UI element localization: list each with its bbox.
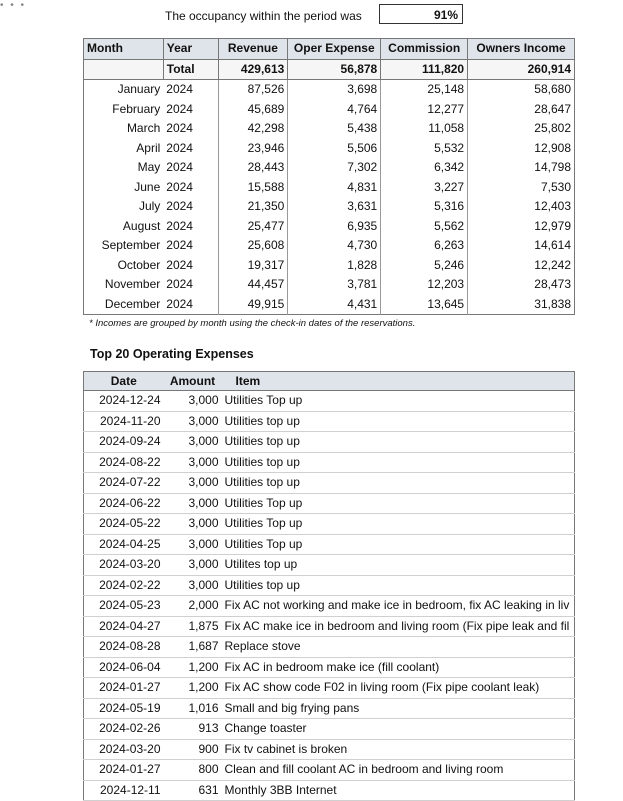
amount-cell: 3,000 (164, 473, 222, 494)
oper-expense-cell: 1,828 (288, 256, 381, 276)
header-year: Year (163, 39, 218, 60)
revenue-cell: 23,946 (218, 139, 288, 159)
month-cell: April (136, 140, 161, 155)
owners-income-cell: 12,403 (534, 199, 571, 213)
revenue-row (84, 158, 575, 178)
item-cell: Utilities top up (222, 575, 575, 596)
item-cell: Monthly 3BB Internet (222, 780, 575, 801)
owners-income-cell: 31,838 (534, 296, 571, 311)
item-cell: Utilites top up (222, 555, 575, 576)
expense-row (84, 575, 575, 596)
oper-expense-cell: 4,431 (288, 295, 381, 315)
year-cell: 2024 (163, 197, 218, 217)
month-cell: May (137, 160, 161, 174)
expenses-rows (84, 391, 575, 801)
item-cell: Utilities Top up (222, 391, 575, 412)
item-cell: Fix AC make ice in bedroom and living room (Fix pipe leak and fil (222, 616, 575, 637)
date-cell: 2024-08-28 (84, 637, 164, 658)
date-cell: 2024-05-19 (84, 698, 164, 719)
item-cell: Utilities top up (222, 473, 575, 494)
owners-income-cell: 28,473 (534, 277, 571, 291)
revenue-row (84, 256, 575, 276)
revenue-row (84, 295, 575, 315)
revenue-cell: 87,526 (218, 80, 288, 100)
commission-cell: 6,263 (381, 236, 468, 256)
date-cell: 2024-04-25 (84, 534, 164, 555)
owners-income-cell: 14,614 (534, 238, 571, 252)
oper-expense-cell: 3,631 (288, 197, 381, 217)
owners-income-cell: 12,908 (534, 140, 571, 155)
date-cell: 2024-04-27 (84, 616, 164, 637)
revenue-cell: 42,298 (218, 119, 288, 139)
revenue-header-row (84, 39, 575, 60)
footnote: * Incomes are grouped by month using the check-in dates of the reservations. (89, 318, 416, 329)
year-cell: 2024 (163, 236, 218, 256)
oper-expense-cell: 4,831 (288, 178, 381, 198)
owners-income-cell: 7,530 (540, 179, 571, 194)
expense-row (84, 719, 575, 740)
year-cell: 2024 (163, 178, 218, 198)
revenue-cell: 21,350 (218, 197, 288, 217)
expense-row (84, 411, 575, 432)
month-cell: February (112, 101, 161, 116)
total-row (84, 59, 575, 80)
item-cell: Fix tv cabinet is broken (222, 739, 575, 760)
expense-row (84, 616, 575, 637)
month-cell: August (122, 218, 161, 233)
expense-row (84, 452, 575, 473)
date-cell: 2024-05-22 (84, 514, 164, 535)
revenue-month-rows (84, 80, 575, 315)
item-cell: Utilities Top up (222, 493, 575, 514)
year-cell: 2024 (163, 119, 218, 139)
revenue-cell: 25,608 (218, 236, 288, 256)
date-cell: 2024-07-22 (84, 473, 164, 494)
owners-income-cell: 28,647 (534, 101, 571, 116)
revenue-row (84, 275, 575, 295)
month-cell: October (117, 257, 161, 272)
commission-cell: 5,562 (381, 217, 468, 237)
amount-cell: 3,000 (164, 534, 222, 555)
year-cell: 2024 (163, 256, 218, 276)
month-cell: July (138, 199, 161, 213)
item-cell: Fix AC in bedroom make ice (fill coolant) (222, 657, 575, 678)
oper-expense-cell: 5,438 (288, 119, 381, 139)
revenue-row (84, 217, 575, 237)
date-cell: 2024-06-22 (84, 493, 164, 514)
commission-cell: 13,645 (381, 295, 468, 315)
year-cell: 2024 (163, 80, 218, 100)
year-cell: 2024 (163, 158, 218, 178)
date-cell: 2024-03-20 (84, 739, 164, 760)
revenue-row (84, 178, 575, 198)
expense-row (84, 514, 575, 535)
commission-cell: 5,316 (381, 197, 468, 217)
total-oper-expense: 56,878 (288, 59, 381, 80)
item-cell: Fix AC not working and make ice in bedroom, fix AC leaking in liv (222, 596, 575, 617)
decorative-dots: • • • (0, 0, 27, 11)
amount-cell: 631 (164, 780, 222, 801)
year-cell: 2024 (163, 100, 218, 120)
oper-expense-cell: 3,781 (288, 275, 381, 295)
revenue-cell: 45,689 (218, 100, 288, 120)
revenue-row (84, 197, 575, 217)
revenue-row (84, 119, 575, 139)
expense-row (84, 739, 575, 760)
commission-cell: 11,058 (381, 119, 468, 139)
expense-row (84, 391, 575, 412)
revenue-row (84, 139, 575, 159)
oper-expense-cell: 5,506 (288, 139, 381, 159)
total-owners-income: 260,914 (468, 59, 575, 80)
total-commission: 111,820 (381, 59, 468, 80)
date-cell: 2024-02-26 (84, 719, 164, 740)
amount-cell: 1,016 (164, 698, 222, 719)
revenue-row (84, 236, 575, 256)
occupancy-value: 91% (379, 4, 463, 24)
oper-expense-cell: 7,302 (288, 158, 381, 178)
oper-expense-cell: 3,698 (288, 80, 381, 100)
amount-cell: 3,000 (164, 452, 222, 473)
revenue-cell: 15,588 (218, 178, 288, 198)
amount-cell: 3,000 (164, 493, 222, 514)
header-owners-income: Owners Income (468, 39, 575, 60)
owners-income-cell: 12,979 (534, 218, 571, 233)
revenue-cell: 44,457 (218, 275, 288, 295)
item-cell: Change toaster (222, 719, 575, 740)
expense-row (84, 637, 575, 658)
total-spacer (84, 59, 164, 80)
item-cell: Small and big frying pans (222, 698, 575, 719)
revenue-row (84, 80, 575, 100)
occupancy-label: The occupancy within the period was (165, 9, 362, 23)
amount-cell: 900 (164, 739, 222, 760)
expense-row (84, 760, 575, 781)
expense-row (84, 534, 575, 555)
date-cell: 2024-02-22 (84, 575, 164, 596)
revenue-cell: 25,477 (218, 217, 288, 237)
expense-row (84, 657, 575, 678)
header-date: Date (84, 372, 164, 391)
header-item: Item (222, 372, 575, 391)
month-cell: March (126, 121, 161, 135)
commission-cell: 12,203 (381, 275, 468, 295)
expense-row (84, 678, 575, 699)
revenue-cell: 19,317 (218, 256, 288, 276)
year-cell: 2024 (163, 295, 218, 315)
item-cell: Fix AC show code F02 in living room (Fix pipe coolant leak) (222, 678, 575, 699)
item-cell: Utilities Top up (222, 514, 575, 535)
expenses-header-row (84, 372, 575, 391)
revenue-cell: 49,915 (218, 295, 288, 315)
amount-cell: 2,000 (164, 596, 222, 617)
date-cell: 2024-12-11 (84, 780, 164, 801)
amount-cell: 3,000 (164, 391, 222, 412)
amount-cell: 800 (164, 760, 222, 781)
item-cell: Clean and fill coolant AC in bedroom and living room (222, 760, 575, 781)
amount-cell: 3,000 (164, 555, 222, 576)
expense-row (84, 698, 575, 719)
amount-cell: 3,000 (164, 411, 222, 432)
owners-income-cell: 58,680 (534, 82, 571, 96)
date-cell: 2024-12-24 (84, 391, 164, 412)
date-cell: 2024-06-04 (84, 657, 164, 678)
item-cell: Replace stove (222, 637, 575, 658)
amount-cell: 1,875 (164, 616, 222, 637)
expenses-table (83, 371, 575, 801)
revenue-table (83, 38, 575, 315)
amount-cell: 3,000 (164, 432, 222, 453)
expense-row (84, 596, 575, 617)
date-cell: 2024-01-27 (84, 760, 164, 781)
date-cell: 2024-05-23 (84, 596, 164, 617)
amount-cell: 913 (164, 719, 222, 740)
expense-row (84, 432, 575, 453)
expenses-title: Top 20 Operating Expenses (90, 347, 254, 361)
year-cell: 2024 (163, 217, 218, 237)
item-cell: Utilities top up (222, 452, 575, 473)
expense-row (84, 473, 575, 494)
amount-cell: 3,000 (164, 514, 222, 535)
year-cell: 2024 (163, 275, 218, 295)
oper-expense-cell: 4,764 (288, 100, 381, 120)
date-cell: 2024-01-27 (84, 678, 164, 699)
amount-cell: 1,200 (164, 657, 222, 678)
owners-income-cell: 25,802 (534, 121, 571, 135)
commission-cell: 5,532 (381, 139, 468, 159)
date-cell: 2024-09-24 (84, 432, 164, 453)
amount-cell: 1,200 (164, 678, 222, 699)
date-cell: 2024-11-20 (84, 411, 164, 432)
header-amount: Amount (164, 372, 222, 391)
month-cell: November (104, 277, 161, 291)
oper-expense-cell: 6,935 (288, 217, 381, 237)
commission-cell: 6,342 (381, 158, 468, 178)
item-cell: Utilities top up (222, 411, 575, 432)
item-cell: Utilities top up (222, 432, 575, 453)
amount-cell: 3,000 (164, 575, 222, 596)
header-oper-expense: Oper Expense (288, 39, 381, 60)
date-cell: 2024-08-22 (84, 452, 164, 473)
expense-row (84, 780, 575, 801)
expense-row (84, 493, 575, 514)
expense-row (84, 555, 575, 576)
owners-income-cell: 12,242 (534, 257, 571, 272)
owners-income-cell: 14,798 (534, 160, 571, 174)
header-revenue: Revenue (218, 39, 288, 60)
date-cell: 2024-03-20 (84, 555, 164, 576)
total-revenue: 429,613 (218, 59, 288, 80)
total-label: Total (163, 59, 218, 80)
month-cell: December (104, 296, 161, 311)
commission-cell: 3,227 (381, 178, 468, 198)
month-cell: June (134, 179, 161, 194)
header-commission: Commission (381, 39, 468, 60)
commission-cell: 5,246 (381, 256, 468, 276)
commission-cell: 12,277 (381, 100, 468, 120)
item-cell: Utilities Top up (222, 534, 575, 555)
header-month: Month (84, 39, 164, 60)
month-cell: September (101, 238, 161, 252)
oper-expense-cell: 4,730 (288, 236, 381, 256)
month-cell: January (117, 82, 161, 96)
revenue-row (84, 100, 575, 120)
revenue-cell: 28,443 (218, 158, 288, 178)
amount-cell: 1,687 (164, 637, 222, 658)
year-cell: 2024 (163, 139, 218, 159)
commission-cell: 25,148 (381, 80, 468, 100)
